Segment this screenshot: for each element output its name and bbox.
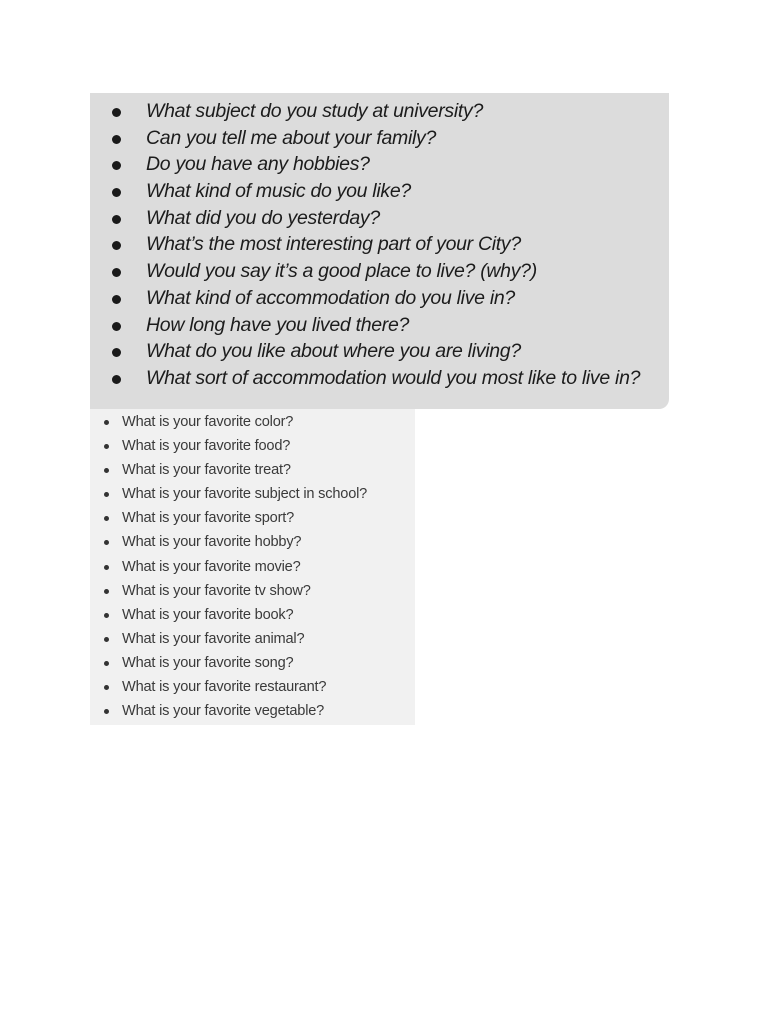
question-text: What is your favorite movie? <box>122 558 301 575</box>
question-text: What kind of music do you like? <box>146 180 411 203</box>
bullet-icon <box>112 295 121 304</box>
list-item <box>90 675 415 699</box>
list-item <box>90 603 415 627</box>
bullet-icon <box>112 135 121 144</box>
list-item <box>90 579 415 603</box>
question-text: What do you like about where you are living? <box>146 340 521 363</box>
bullet-icon <box>104 565 109 570</box>
question-text: What is your favorite vegetable? <box>122 703 325 720</box>
bullet-icon <box>104 637 109 642</box>
bullet-icon <box>104 540 109 545</box>
question-text: What is your favorite hobby? <box>122 534 302 551</box>
list-item <box>90 530 415 554</box>
list-item <box>90 178 669 205</box>
bullet-icon <box>112 241 121 250</box>
favorite-questions-panel <box>90 409 415 725</box>
bullet-icon <box>104 516 109 521</box>
question-text: Would you say it’s a good place to live? (why?) <box>146 260 537 283</box>
question-text: What is your favorite book? <box>122 606 294 623</box>
list-item <box>90 205 669 232</box>
question-text: What kind of accommodation do you live in? <box>146 286 515 309</box>
list-item <box>90 365 669 392</box>
list-item <box>90 125 669 152</box>
list-item <box>90 98 669 125</box>
question-text: What did you do yesterday? <box>146 206 380 229</box>
list-item <box>90 434 415 458</box>
conversation-questions-panel <box>90 93 669 409</box>
bullet-icon <box>104 420 109 425</box>
list-item <box>90 231 669 258</box>
list-item <box>90 458 415 482</box>
question-text: What subject do you study at university? <box>146 100 484 122</box>
question-text: What is your favorite sport? <box>122 510 295 527</box>
bullet-icon <box>112 188 121 197</box>
question-text: What is your favorite restaurant? <box>122 679 327 696</box>
list-item <box>90 482 415 506</box>
bullet-icon <box>112 268 121 277</box>
question-text: What is your favorite subject in school? <box>122 486 368 503</box>
conversation-questions-list <box>90 98 669 392</box>
question-text: What’s the most interesting part of your City? <box>146 233 521 256</box>
bullet-icon <box>112 375 121 384</box>
list-item <box>90 338 669 365</box>
bullet-icon <box>104 661 109 666</box>
list-item <box>90 285 669 312</box>
question-text: Can you tell me about your family? <box>146 126 437 149</box>
bullet-icon <box>104 589 109 594</box>
list-item <box>90 555 415 579</box>
bullet-icon <box>104 468 109 473</box>
question-text: What is your favorite animal? <box>122 630 305 647</box>
bullet-icon <box>104 709 109 714</box>
question-text: What is your favorite tv show? <box>122 582 311 599</box>
list-item <box>90 410 415 434</box>
list-item <box>90 258 669 285</box>
question-text: What is your favorite song? <box>122 654 294 671</box>
list-item <box>90 151 669 178</box>
bullet-icon <box>112 322 121 331</box>
bullet-icon <box>112 108 121 117</box>
list-item <box>90 699 415 723</box>
bullet-icon <box>112 215 121 224</box>
bullet-icon <box>104 492 109 497</box>
bullet-icon <box>104 444 109 449</box>
list-item <box>90 506 415 530</box>
question-text: What is your favorite treat? <box>122 462 291 479</box>
list-item <box>90 312 669 339</box>
bullet-icon <box>104 685 109 690</box>
bullet-icon <box>112 161 121 170</box>
list-item <box>90 651 415 675</box>
favorite-questions-list <box>90 410 415 723</box>
question-text: What sort of accommodation would you most like to live in? <box>146 366 641 389</box>
question-text: Do you have any hobbies? <box>146 153 370 176</box>
question-text: How long have you lived there? <box>146 313 410 336</box>
bullet-icon <box>112 348 121 357</box>
bullet-icon <box>104 613 109 618</box>
question-text: What is your favorite food? <box>122 438 291 455</box>
list-item <box>90 627 415 651</box>
question-text: What is your favorite color? <box>122 414 294 430</box>
